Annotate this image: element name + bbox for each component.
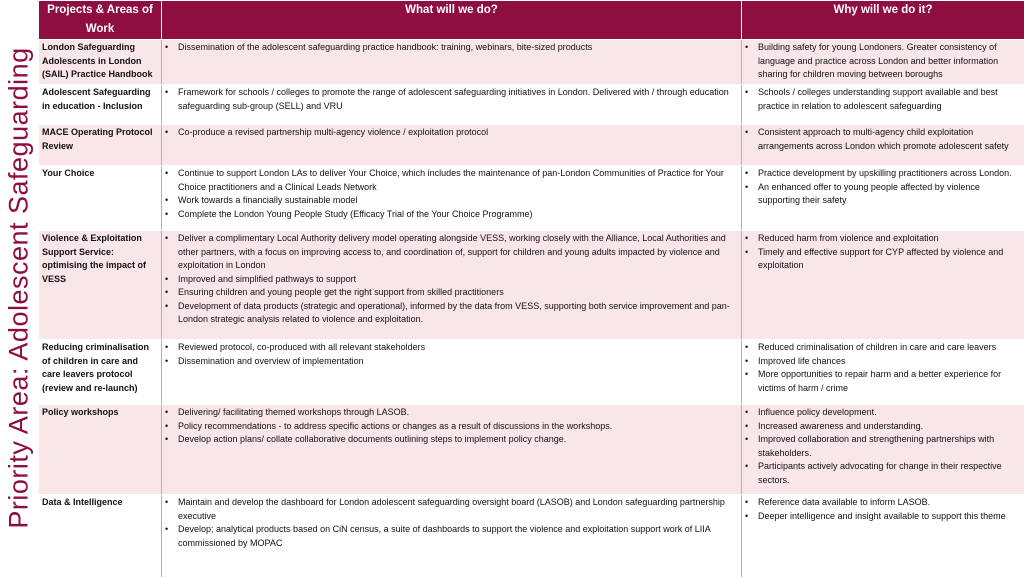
what-list — [165, 496, 738, 550]
why-list — [745, 232, 1021, 273]
why-cell — [742, 495, 1024, 578]
list-item: • Building safety for young Londoners. Greater consistency of language and practice across London and better information sharing for children moving between boroughs — [745, 41, 1021, 82]
project-name: Your Choice — [39, 166, 162, 231]
list-item: • Work towards a financially sustainable model — [165, 194, 738, 208]
header-projects: Projects & Areas of Work — [39, 1, 162, 40]
why-list — [745, 126, 1021, 153]
what-list — [165, 86, 738, 113]
list-item: • Ensuring children and young people get the right support from skilled practitioners — [165, 286, 738, 300]
why-list — [745, 406, 1021, 487]
what-list — [165, 232, 738, 327]
list-item: • Timely and effective support for CYP affected by violence and exploitation — [745, 246, 1021, 273]
list-item: • Policy recommendations - to address specific actions or changes as a result of discussions in the workshops. — [165, 420, 738, 434]
table-row — [39, 125, 1024, 166]
list-item: • Dissemination and overview of implementation — [165, 355, 738, 369]
list-item: • Deliver a complimentary Local Authority delivery model operating alongside VESS, working closely with the Alliance, Local Authorities and other partners, with a focus on improving access to, and coordination of, support for children and young adults impacted by violence and exploitation in London — [165, 232, 738, 273]
list-item: • Maintain and develop the dashboard for London adolescent safeguarding oversight board (LASOB) and London safeguarding partnership executive — [165, 496, 738, 523]
project-name: Reducing criminalisation of children in care and care leavers protocol (review and re-launch) — [39, 340, 162, 405]
what-list — [165, 406, 738, 447]
why-cell — [742, 85, 1024, 125]
why-list — [745, 86, 1021, 113]
side-banner — [0, 0, 38, 576]
why-cell — [742, 166, 1024, 231]
why-cell — [742, 125, 1024, 166]
what-list — [165, 167, 738, 221]
what-cell — [162, 231, 742, 340]
table-row — [39, 340, 1024, 405]
what-list — [165, 126, 738, 140]
list-item: • Continue to support London LAs to deliver Your Choice, which includes the maintenance of pan-London Communities of Practice for Your Choice practitioners and a Clinical Leads Network — [165, 167, 738, 194]
table-row — [39, 495, 1024, 578]
what-cell — [162, 125, 742, 166]
what-list — [165, 341, 738, 368]
table-row — [39, 166, 1024, 231]
what-list — [165, 41, 738, 55]
list-item: • An enhanced offer to young people affected by violence supporting their safety — [745, 181, 1021, 208]
why-list — [745, 41, 1021, 82]
why-list — [745, 341, 1021, 395]
list-item: • Development of data products (strategic and operational), informed by the data from VESS, supporting both service improvement and pan-London strategic analysis related to violence and exploitation. — [165, 300, 738, 327]
project-name: MACE Operating Protocol Review — [39, 125, 162, 166]
what-cell — [162, 85, 742, 125]
table-row — [39, 405, 1024, 495]
list-item: • Complete the London Young People Study (Efficacy Trial of the Your Choice Programme) — [165, 208, 738, 222]
list-item: • Schools / colleges understanding support available and best practice in relation to adolescent safeguarding — [745, 86, 1021, 113]
priority-area-title: Priority Area: Adolescent Safeguarding — [4, 47, 35, 528]
project-name: Data & Intelligence — [39, 495, 162, 578]
list-item: • Practice development by upskilling practitioners across London. — [745, 167, 1021, 181]
what-cell — [162, 405, 742, 495]
list-item: • Develop; analytical products based on CiN census, a suite of dashboards to support the violence and exploitation support work of LIIA commissioned by MOPAC — [165, 523, 738, 550]
why-cell — [742, 231, 1024, 340]
why-cell — [742, 340, 1024, 405]
list-item: • Influence policy development. — [745, 406, 1021, 420]
what-cell — [162, 340, 742, 405]
list-item: • Reduced harm from violence and exploitation — [745, 232, 1021, 246]
list-item: • Improved collaboration and strengthening partnerships with stakeholders. — [745, 433, 1021, 460]
list-item: • Improved and simplified pathways to support — [165, 273, 738, 287]
project-name: Policy workshops — [39, 405, 162, 495]
list-item: • Dissemination of the adolescent safeguarding practice handbook: training, webinars, bite-sized products — [165, 41, 738, 55]
project-name: Adolescent Safeguarding in education - Inclusion — [39, 85, 162, 125]
list-item: • More opportunities to repair harm and a better experience for victims of harm / crime — [745, 368, 1021, 395]
project-name: Violence & Exploitation Support Service: optimising the impact of VESS — [39, 231, 162, 340]
header-why: Why will we do it? — [742, 1, 1024, 40]
header-what: What will we do? — [162, 1, 742, 40]
list-item: • Participants actively advocating for change in their respective sectors. — [745, 460, 1021, 487]
list-item: • Consistent approach to multi-agency child exploitation arrangements across London which promote adolescent safety — [745, 126, 1021, 153]
why-cell — [742, 405, 1024, 495]
table-row — [39, 40, 1024, 85]
what-cell — [162, 166, 742, 231]
why-list — [745, 496, 1021, 523]
what-cell — [162, 40, 742, 85]
header-row — [39, 1, 1024, 40]
workplan-table — [38, 0, 1024, 578]
list-item: • Delivering/ facilitating themed workshops through LASOB. — [165, 406, 738, 420]
list-item: • Reference data available to inform LASOB. — [745, 496, 1021, 510]
list-item: • Framework for schools / colleges to promote the range of adolescent safeguarding initiatives in London. Delivered with / through education safeguarding sub-group (SELL) and VRU — [165, 86, 738, 113]
list-item: • Deeper intelligence and insight available to support this theme — [745, 510, 1021, 524]
why-cell — [742, 40, 1024, 85]
list-item: • Increased awareness and understanding. — [745, 420, 1021, 434]
project-name: London Safeguarding Adolescents in London (SAIL) Practice Handbook — [39, 40, 162, 85]
what-cell — [162, 495, 742, 578]
list-item: • Co-produce a revised partnership multi-agency violence / exploitation protocol — [165, 126, 738, 140]
list-item: • Develop action plans/ collate collaborative documents outlining steps to implement policy change. — [165, 433, 738, 447]
list-item: • Improved life chances — [745, 355, 1021, 369]
list-item: • Reduced criminalisation of children in care and care leavers — [745, 341, 1021, 355]
why-list — [745, 167, 1021, 208]
table-row — [39, 85, 1024, 125]
table-row — [39, 231, 1024, 340]
list-item: • Reviewed protocol, co-produced with all relevant stakeholders — [165, 341, 738, 355]
